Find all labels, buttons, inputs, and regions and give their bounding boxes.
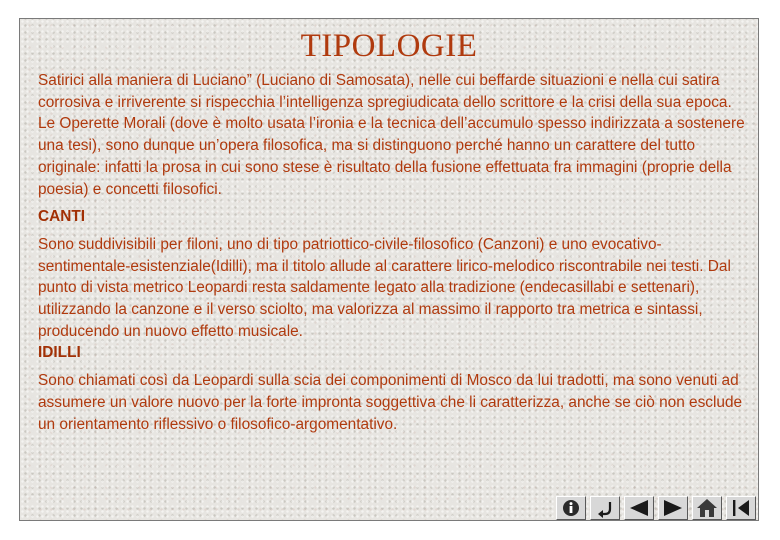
return-icon — [595, 498, 615, 518]
slide — [19, 18, 759, 521]
page-title: TIPOLOGIE — [300, 28, 478, 64]
home-button[interactable] — [692, 496, 722, 520]
section-heading-canti: CANTI — [38, 208, 86, 226]
navigation-bar — [556, 496, 756, 520]
next-icon — [662, 499, 684, 517]
previous-button[interactable] — [624, 496, 654, 520]
previous-icon — [628, 499, 650, 517]
section-text-idilli: Sono chiamati così da Leopardi sulla scia dei componimenti di Mosco da lui tradotti, ma sono venuti ad assumere un valore nuovo per la forte impronta soggettiva che li caratterizza, anche se ciò non esclude un orientamento riflessivo o filosofico-argomentativo. — [38, 372, 743, 433]
slide-content — [38, 70, 750, 435]
section-heading-idilli: IDILLI — [38, 344, 81, 362]
return-button[interactable] — [590, 496, 620, 520]
info-icon — [561, 498, 581, 518]
intro-paragraph: Satirici alla maniera di Luciano” (Luciano di Samosata), nelle cui beffarde situazioni e nella cui satira corrosiva e irriverente si rispecchia l’intelligenza spregiudicata dello scrittore e la crisi della sua epoca. Le Operette Morali (dove è molto usata l’ironia e la tecnica dell’accumulo spesso indirizzata a sostenere una tesi), sono dunque un’opera filosofica, ma si distinguono perché hanno un carattere del tutto originale: infatti la prosa in cui sono stese è risultato della fusione effettuata fra immagini (proprie della poesia) e concetti filosofici. — [38, 72, 745, 198]
section-text-canti: Sono suddivisibili per filoni, uno di tipo patriottico-civile-filosofico (Canzoni) e uno evocativo-sentimentale-esistenziale(Idilli), ma il titolo allude al carattere lirico-melodico riscontrabile nei testi. Dal punto di vista metrico Leopardi resta saldamente legato alla tradizione (endecasillabi e settenari), utilizzando la canzone e il verso sciolto, ma valorizza al massimo il rapporto tra metrica e sintassi, producendo un nuovo effetto musicale. — [38, 235, 731, 340]
info-button[interactable] — [556, 496, 586, 520]
end-button[interactable] — [726, 496, 756, 520]
end-icon — [730, 499, 752, 517]
next-button[interactable] — [658, 496, 688, 520]
home-icon — [696, 498, 718, 518]
